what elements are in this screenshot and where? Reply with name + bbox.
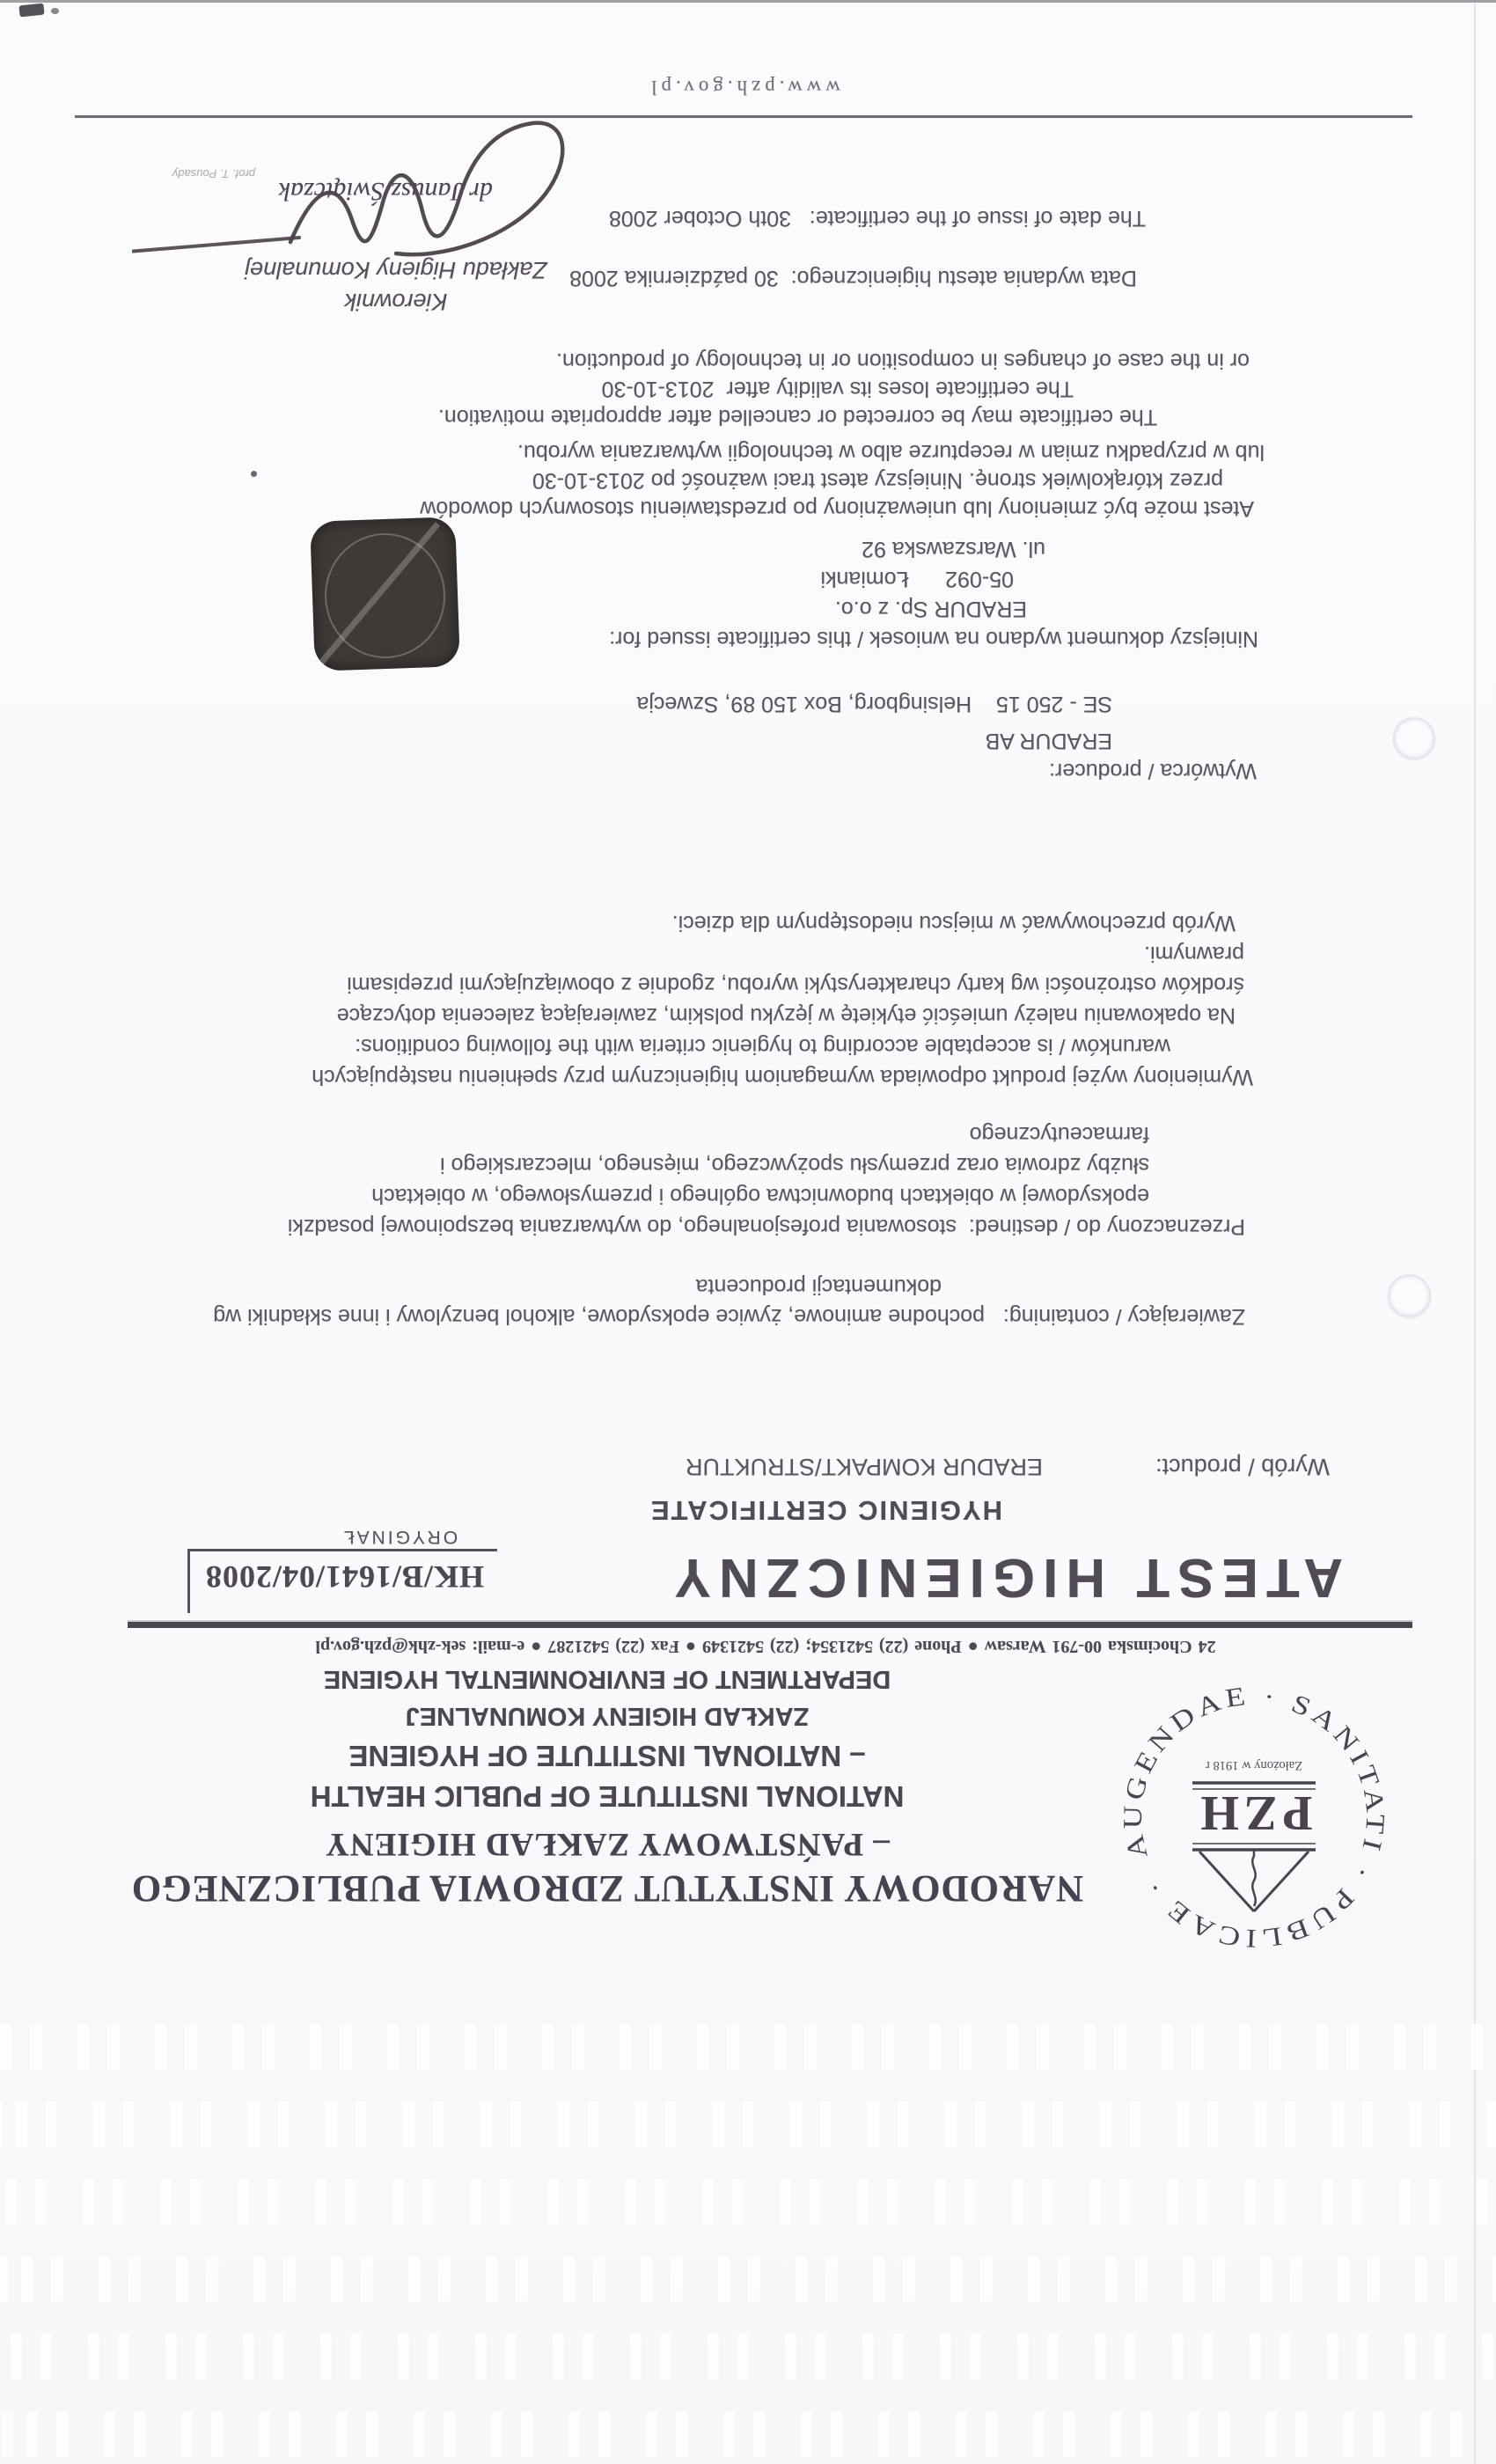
applicant-street: ul. Warszawska 92 (862, 537, 1045, 561)
storage-note: Wyrób przechowywać w miejscu niedostępnym dla dzieci. (671, 911, 1236, 935)
issue-date-en: The date of issue of the certificate: 30th October 2008 (608, 206, 1146, 231)
producer-address: SE - 250 15 Helsingborg, Box 150 89, Szwecja (636, 692, 1112, 716)
punch-hole-bottom (1388, 1274, 1431, 1317)
conditions-line-2: warunków / is acceptable according to hygienic criteria with the following conditions: (355, 1034, 1170, 1059)
applicant-name: ERADUR Sp. z o.o. (834, 597, 1027, 621)
margin-note: prof. T. Pousady (172, 167, 255, 180)
signatory-role-2: Zakładu Higieny Komunalnej (245, 257, 547, 283)
seal-emblem (1192, 1758, 1316, 1911)
producer-name: ERADUR AB (985, 729, 1112, 753)
department-name-pl: ZAKŁAD HIGIENY KOMUNALNEJ (405, 1702, 810, 1730)
certificate-title-pl: ATEST HIGIENICZNY (666, 1547, 1343, 1608)
containing-line-2: dokumentacji producenta (695, 1274, 942, 1299)
scan-top-left-speck (51, 8, 59, 14)
producer-label: Wytwórca / producer: (1049, 759, 1257, 783)
issue-date-pl: Data wydania atestu higienicznego: 30 października 2008 (569, 266, 1137, 290)
validity-pl-line-1: Atest może być zmieniony lub unieważniony po przedstawieniu stosownych dowodów (420, 496, 1254, 521)
header-divider-rule (128, 1622, 1412, 1628)
validity-pl-line-3: lub w przypadku zmian w recepturze albo w technologii wytwarzania wyrobu. (517, 440, 1265, 465)
destined-line-2: epoksydowej w obiektach budownictwa ogólnego i przemysłowego, w obiektach (371, 1184, 1149, 1208)
signatory-role-1: Kierownik (344, 289, 448, 315)
scan-top-edge (0, 0, 1496, 3)
department-name-en: DEPARTMENT OF ENVIRONMENTAL HYGIENE (323, 1665, 891, 1693)
original-mark: ORYGINAŁ (341, 1527, 458, 1547)
applicant-postal: 05-092 Łomianki (820, 567, 1014, 591)
signatory-name: dr Janusz Świątczak (278, 177, 493, 206)
certificate-title-en: HYGIENIC CERTIFICATE (649, 1495, 1002, 1526)
seal-founded-text: Założony w 1918 r (1206, 1758, 1302, 1772)
validity-en-line-1: The certificate may be corrected or cancelled after appropriate motivation. (437, 405, 1157, 429)
destined-line-4: farmaceutycznego (969, 1122, 1149, 1147)
pzh-seal-logo (1118, 1672, 1390, 1962)
institute-name-pl-1: NARODOWY INSTYTUT ZDROWIA PUBLICZNEGO (130, 1867, 1084, 1909)
conditions-line-1: Wymieniony wyżej produkt odpowiada wymaganiom higienicznym przy spełnieniu następujących (312, 1065, 1253, 1089)
validity-pl-line-2: przez którąkolwiek stronę. Niniejszy atest traci ważność po 2013-10-30 (532, 468, 1223, 493)
conditions-line-5: prawnymi. (1144, 942, 1244, 966)
validity-en-line-3: or in the case of changes in composition or in technology of production. (556, 348, 1250, 373)
applicant-label: Niniejszy dokument wydano na wniosek / this certificate issued for: (609, 627, 1258, 651)
product-value: ERADUR KOMPAKT/STRUKTUR (685, 1454, 1043, 1480)
conditions-line-4: środków ostrożności wg karty charakterystyki wyrobu, zgodnie z obowiązującymi przepisami (347, 972, 1244, 997)
footer-url: www.pzh.gov.pl (647, 77, 840, 99)
conditions-line-3: Na opakowaniu należy umieścić etykietę w języku polskim, zawierającą zalecenia dotyczące (336, 1003, 1236, 1028)
punch-hole-top (1393, 717, 1435, 759)
ink-stamp (310, 517, 460, 671)
institute-name-pl-2: – PAŃSTWOWY ZAKŁAD HIGIENY (325, 1826, 890, 1862)
address-line: 24 Chocimska 00-791 Warsaw ● Phone (22) 5421354; (22) 5421349 ● Fax (22) 5421287 ● e-mail: sek-zhk@pzh.gov.pl (315, 1637, 1216, 1656)
destined-line-3: służby zdrowia oraz przemysłu spożywczego, mięsnego, mleczarskiego i (440, 1153, 1149, 1177)
footer-rule (75, 115, 1412, 118)
destined-line-1: Przeznaczony do / destined: stosowania profesjonalnego, do wytwarzania bezspoinowej posadzki (287, 1214, 1245, 1239)
validity-en-line-2: The certificate loses its validity after 2013-10-30 (601, 377, 1074, 401)
seal-ring-text: AUGENDAE · SANITATI · PUBLICAE · (1118, 1681, 1390, 1954)
institute-name-en-1: NATIONAL INSTITUTE OF PUBLIC HEALTH (310, 1780, 905, 1813)
product-label: Wyrób / product: (1155, 1454, 1330, 1480)
institute-name-en-2: – NATIONAL INSTITUTE OF HYGIENE (348, 1740, 866, 1772)
certificate-number-bracket (187, 1549, 497, 1613)
page-edge-line (1474, 0, 1476, 2464)
stray-ink-dot (251, 471, 257, 477)
containing-line-1: Zawierający / containing: pochodne aminowe, żywice epoksydowe, alkohol benzylowy i inne składniki wg (213, 1304, 1245, 1329)
certificate-number: HK/B/1641/04/2008 (204, 1559, 484, 1595)
seal-monogram: PZH (1195, 1786, 1313, 1840)
